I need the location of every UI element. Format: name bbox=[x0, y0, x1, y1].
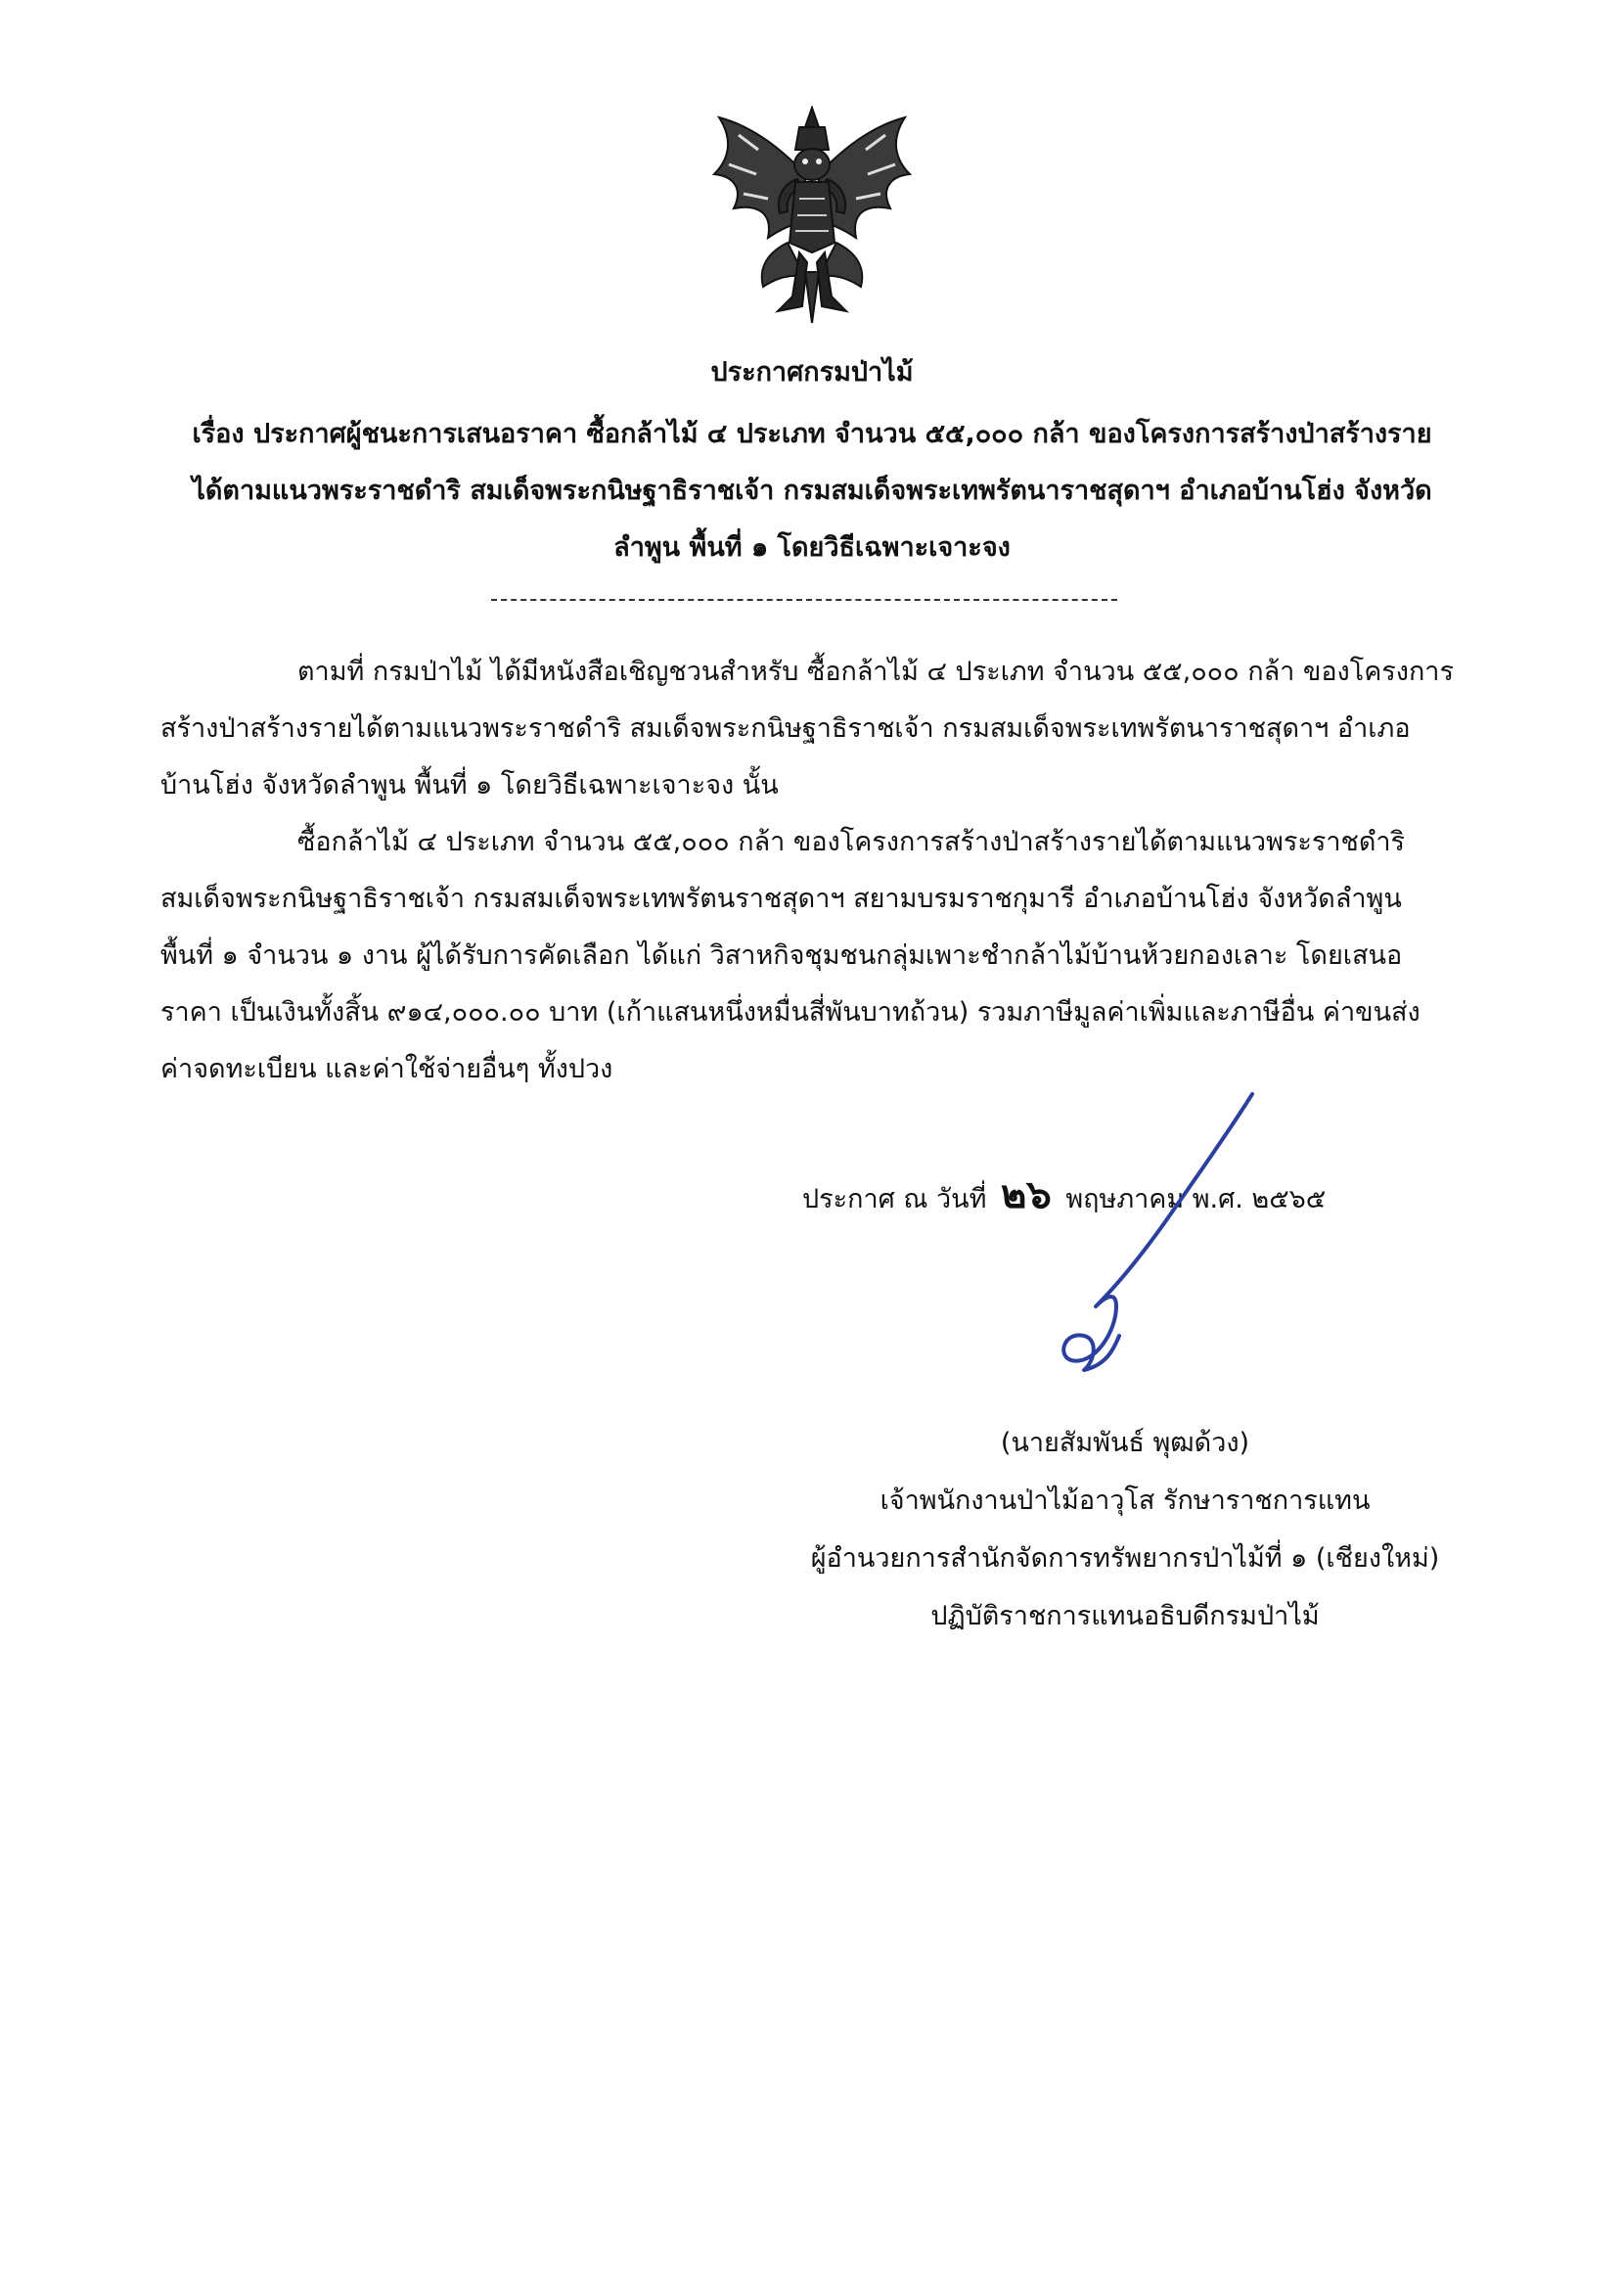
organization-title: ประกาศกรมป่าไม้ bbox=[710, 357, 914, 388]
paragraph-line: ราคา เป็นเงินทั้งสิ้น ๙๑๔,๐๐๐.๐๐ บาท (เก้าแสนหนึ่งหมื่นสี่พันบาทถ้วน) รวมภาษีมูลค่าเพิ่มและภาษีอื่น ค่าขนส่ง bbox=[160, 997, 1421, 1028]
paragraph-line: ตามที่ กรมป่าไม้ ได้มีหนังสือเชิญชวนสำหรับ ซื้อกล้าไม้ ๔ ประเภท จำนวน ๕๕,๐๐๐ กล้า ของโครงการ bbox=[297, 657, 1454, 687]
paragraph-line: ซื้อกล้าไม้ ๔ ประเภท จำนวน ๕๕,๐๐๐ กล้า ของโครงการสร้างป่าสร้างรายได้ตามแนวพระราชดำริ bbox=[297, 827, 1406, 857]
garuda-emblem-icon bbox=[690, 106, 934, 326]
date-day: ๒๖ bbox=[1001, 1172, 1052, 1217]
subject-line: ได้ตามแนวพระราชดำริ สมเด็จพระกนิษฐาธิราชเจ้า กรมสมเด็จพระเทพรัตนาราชสุดาฯ อำเภอบ้านโฮ่ง จังหวัด bbox=[192, 476, 1432, 506]
paragraph-line: สมเด็จพระกนิษฐาธิราชเจ้า กรมสมเด็จพระเทพรัตนราชสุดาฯ สยามบรมราชกุมารี อำเภอบ้านโฮ่ง จังหวัดลำพูน bbox=[160, 884, 1402, 914]
paragraph-line: ค่าจดทะเบียน และค่าใช้จ่ายอื่นๆ ทั้งปวง bbox=[160, 1054, 613, 1084]
signatory-name: (นายสัมพันธ์ พุฒด้วง) bbox=[1000, 1428, 1250, 1458]
subject-line: ลำพูน พื้นที่ ๑ โดยวิธีเฉพาะเจาะจง bbox=[613, 532, 1011, 563]
paragraph-result bbox=[160, 814, 1462, 1098]
divider bbox=[491, 599, 1117, 601]
date-month-year: พฤษภาคม พ.ศ. ๒๕๖๕ bbox=[1065, 1184, 1327, 1214]
signatory-block bbox=[763, 1414, 1487, 1645]
date-prefix: ประกาศ ณ วันที่ bbox=[802, 1184, 987, 1214]
paragraph-line: พื้นที่ ๑ จำนวน ๑ งาน ผู้ได้รับการคัดเลือก ได้แก่ วิสาหกิจชุมชนกลุ่มเพาะชำกล้าไม้บ้านห้วยกองเลาะ โดยเสนอ bbox=[160, 940, 1403, 971]
paragraph-line: สร้างป่าสร้างรายได้ตามแนวพระราชดำริ สมเด็จพระกนิษฐาธิราชเจ้า กรมสมเด็จพระเทพรัตนาราชสุดาฯ อำเภอ bbox=[160, 713, 1411, 744]
paragraph-intro bbox=[160, 644, 1462, 814]
signatory-title: ปฏิบัติราชการแทนอธิบดีกรมป่าไม้ bbox=[930, 1601, 1320, 1631]
paragraph-line: บ้านโฮ่ง จังหวัดลำพูน พื้นที่ ๑ โดยวิธีเฉพาะเจาะจง นั้น bbox=[160, 770, 779, 800]
subject-line: เรื่อง ประกาศผู้ชนะการเสนอราคา ซื้อกล้าไม้ ๔ ประเภท จำนวน ๕๕,๐๐๐ กล้า ของโครงการสร้างป่าสร้างราย bbox=[192, 419, 1432, 449]
signatory-title: เจ้าพนักงานป่าไม้อาวุโส รักษาราชการแทน bbox=[880, 1486, 1371, 1516]
subject-heading bbox=[147, 406, 1477, 576]
handwritten-signature bbox=[1037, 1086, 1272, 1399]
signatory-title: ผู้อำนวยการสำนักจัดการทรัพยากรป่าไม้ที่ ๑ (เชียงใหม่) bbox=[810, 1543, 1440, 1574]
